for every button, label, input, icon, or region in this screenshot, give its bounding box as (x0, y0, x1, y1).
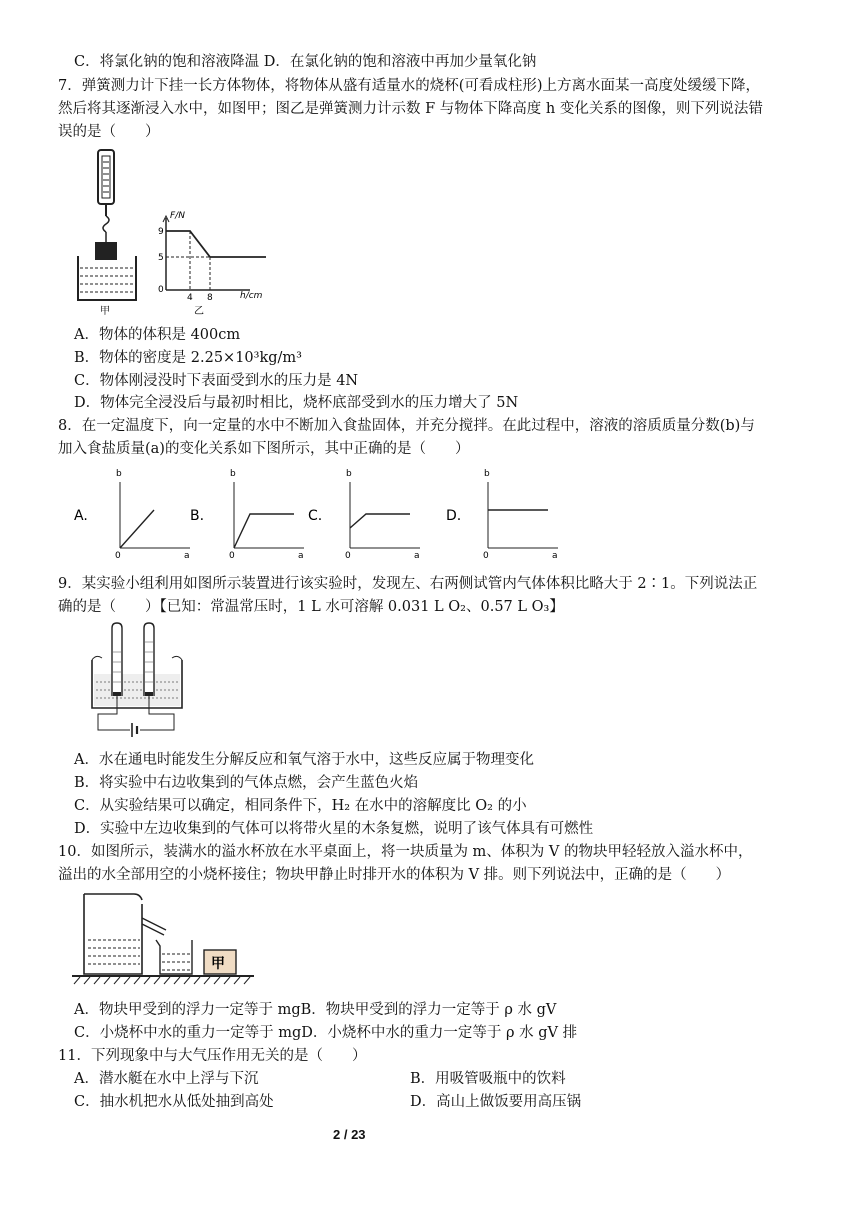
q11-option-d: D．高山上做饭要用高压锅 (410, 1094, 582, 1110)
electrolysis-apparatus-icon (82, 622, 192, 738)
q8-graphs (60, 464, 580, 562)
q8-graph-d (446, 469, 558, 561)
q8-graph-a (74, 469, 190, 561)
q8-stem-line2: 加入食盐质量(a)的变化关系如下图所示，其中正确的是（ ） (58, 441, 470, 457)
q11-option-a: A．潜水艇在水中上浮与下沉 (74, 1071, 259, 1087)
svg-text:8: 8 (207, 293, 213, 303)
svg-text:a: a (552, 551, 558, 561)
svg-text:甲: 甲 (100, 306, 110, 317)
small-beaker-icon (156, 940, 192, 974)
svg-text:b: b (484, 469, 490, 479)
svg-text:乙: 乙 (194, 306, 204, 317)
q11-stem: 11．下列现象中与大气压作用无关的是（ ） (58, 1048, 367, 1064)
svg-text:0: 0 (229, 551, 235, 561)
svg-text:9: 9 (158, 227, 164, 237)
svg-text:C.: C. (308, 508, 323, 524)
svg-text:0: 0 (483, 551, 489, 561)
q8-graph-b (190, 469, 304, 561)
q10-stem-line2: 溢出的水全部用空的小烧杯接住；物块甲静止时排开水的体积为 V 排。则下列说法中，正确的是（ ） (58, 867, 731, 883)
page-number: 2 / 23 (333, 1127, 366, 1142)
q8-graph-c (308, 469, 420, 561)
svg-text:0: 0 (158, 285, 164, 295)
svg-text:甲: 甲 (211, 956, 225, 972)
q7-stem-line3: 误的是（ ） (58, 124, 160, 140)
q9-stem-line2: 确的是（ ）【已知：常温常压时，1 L 水可溶解 0.031 L O₂、0.57 L O₃】 (58, 599, 564, 615)
q10-figure (70, 890, 256, 988)
q9-stem-line1: 9．某实验小组利用如图所示装置进行该实验时，发现左、右两侧试管内气体体积比略大于 2∶1。下列说法正 (58, 576, 758, 592)
q11-option-c: C．抽水机把水从低处抽到高处 (74, 1094, 274, 1110)
svg-text:b: b (230, 469, 236, 479)
q9-option-b: B．将实验中右边收集到的气体点燃，会产生蓝色火焰 (74, 775, 419, 791)
svg-text:a: a (414, 551, 420, 561)
svg-text:a: a (298, 551, 304, 561)
overflow-cup-icon (84, 894, 166, 974)
q10-option-cd: C．小烧杯中水的重力一定等于 mgD．小烧杯中水的重力一定等于 ρ 水 gV 排 (74, 1025, 578, 1041)
q7-graph (158, 211, 266, 317)
svg-text:5: 5 (158, 253, 164, 263)
svg-text:4: 4 (187, 293, 193, 303)
svg-text:h/cm: h/cm (240, 291, 263, 301)
beaker-icon (78, 256, 136, 300)
q7-figure (70, 148, 280, 320)
svg-text:0: 0 (345, 551, 351, 561)
svg-text:A.: A. (74, 508, 88, 524)
svg-text:b: b (116, 469, 122, 479)
svg-text:a: a (184, 551, 190, 561)
q10-option-ab: A．物块甲受到的浮力一定等于 mgB．物块甲受到的浮力一定等于 ρ 水 gV (74, 1002, 557, 1018)
q9-option-c: C．从实验结果可以确定，相同条件下，H₂ 在水中的溶解度比 O₂ 的小 (74, 798, 527, 814)
q7-stem-line2: 然后将其逐渐浸入水中，如图甲；图乙是弹簧测力计示数 F 与物体下降高度 h 变化关系的图像，则下列说法错 (58, 101, 763, 117)
spring-scale-icon (98, 150, 114, 242)
svg-text:0: 0 (115, 551, 121, 561)
q9-option-d: D．实验中左边收集到的气体可以将带火星的木条复燃，说明了该气体具有可燃性 (74, 821, 594, 837)
svg-text:b: b (346, 469, 352, 479)
svg-text:D.: D. (446, 508, 462, 524)
q9-option-a: A．水在通电时能发生分解反应和氧气溶于水中，这些反应属于物理变化 (74, 752, 534, 768)
hanging-block (95, 242, 117, 260)
svg-text:F/N: F/N (170, 211, 185, 221)
q11-option-b: B．用吸管吸瓶中的饮料 (410, 1071, 566, 1087)
q6-option-c: C．将氯化钠的饱和溶液降温 D．在氯化钠的饱和溶液中再加少量氧化钠 (74, 54, 537, 70)
q8-stem-line1: 8．在一定温度下，向一定量的水中不断加入食盐固体，并充分搅拌。在此过程中，溶液的溶质质量分数(b)与 (58, 418, 755, 434)
svg-text:B.: B. (190, 508, 205, 524)
q10-stem-line1: 10．如图所示，装满水的溢水杯放在水平桌面上，将一块质量为 m、体积为 V 的物块甲轻轻放入溢水杯中， (58, 844, 753, 860)
q7-option-d: D．物体完全浸没后与最初时相比，烧杯底部受到水的压力增大了 5N (74, 395, 519, 411)
q7-stem-line1: 7．弹簧测力计下挂一长方体物体，将物体从盛有适量水的烧杯(可看成柱形)上方离水面某一高度处缓缓下降， (58, 78, 761, 94)
q7-option-b: B．物体的密度是 2.25×10³kg/m³ (74, 350, 302, 366)
q7-option-a: A．物体的体积是 400cm (74, 327, 241, 343)
q7-option-c: C．物体刚浸没时下表面受到水的压力是 4N (74, 373, 359, 389)
